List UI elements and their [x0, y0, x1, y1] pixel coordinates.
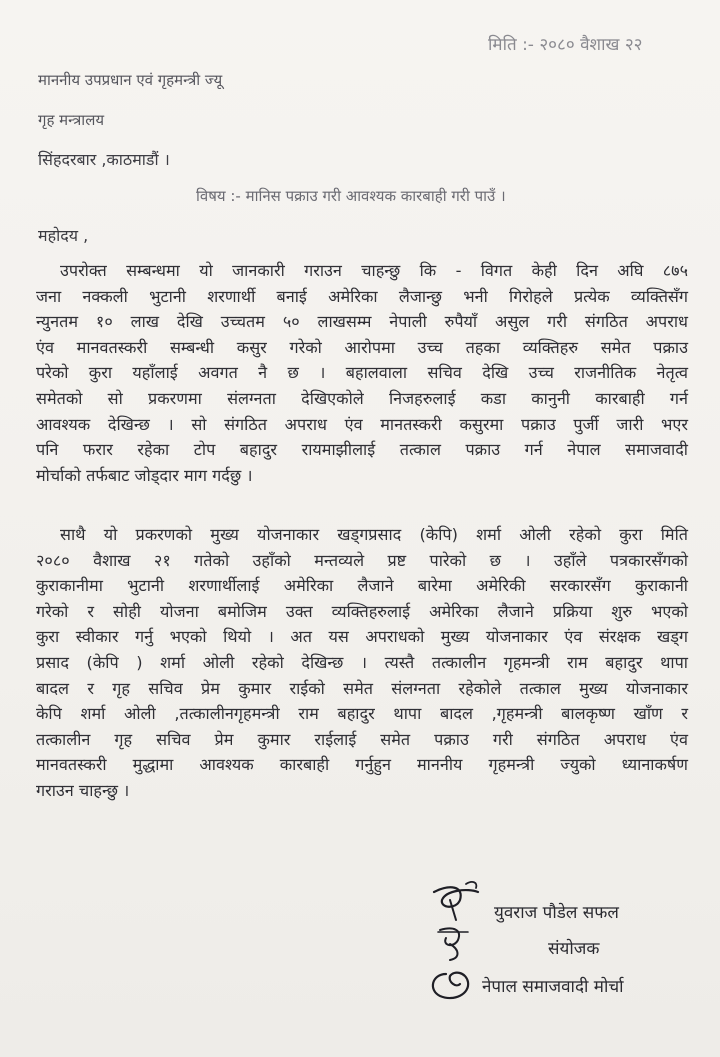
salutation: महोदय , — [38, 226, 89, 245]
paragraph-line: जना नक्कली भुटानी शरणार्थी बनाई अमेरिका लैजान्छु भनी गिरोहले प्रत्येक व्यक्तिसँग — [36, 286, 688, 306]
paragraph-line: न्युनतम १० लाख देखि उच्चतम ५० लाखसम्म नेपाली रुपैयाँ असुल गरी संगठित अपराध — [36, 312, 688, 332]
letter-date: मिति :- २०८० वैशाख २२ — [488, 35, 643, 55]
paragraph-line: एंव मानवतस्करी सम्बन्धी कसुर गरेको आरोपमा उच्च तहका व्यक्तिहरु समेत पक्राउ — [36, 337, 688, 357]
paragraph-line: साथै यो प्रकरणको मुख्य योजनाकार खड्गप्रसाद (केपि) शर्मा ओली रहेको कुरा मिति — [60, 525, 688, 544]
paragraph-line: कुराकानीमा भुटानी शरणार्थीलाई अमेरिका लैजाने बारेमा अमेरिकी सरकारसँग कुराकानी — [36, 576, 688, 596]
paragraph-line: कुरा स्वीकार गर्नु भएको थियो । अत यस अपराधको मुख्य योजनाकार एंव संरक्षक खड्ग — [36, 627, 688, 647]
paragraph-2 — [36, 522, 688, 804]
paragraph-line: गराउन चाहन्छु । — [36, 780, 130, 800]
recipient-address: सिंहदरबार ,काठमाडौं । — [38, 150, 170, 169]
signatory-organization: नेपाल समाजवादी मोर्चा — [482, 977, 624, 997]
recipient-office: गृह मन्त्रालय — [38, 111, 105, 129]
paragraph-line: आवश्यक देखिन्छ । सो संगठित अपराध एंव मानतस्करी कसुरमा पक्राउ पुर्जी जारी भएर — [36, 414, 688, 434]
recipient-title: माननीय उपप्रधान एवं गृहमन्त्री ज्यू — [38, 71, 223, 89]
handwritten-signature — [420, 878, 490, 1008]
signatory-name: युवराज पौडेल सफल — [494, 903, 619, 923]
paragraph-line: २०८० वैशाख २१ गतेको उहाँको मन्तव्यले प्रष्ट पारेको छ । उहाँले पत्रकारसँगको — [36, 550, 688, 570]
paragraph-line: तत्कालीन गृह सचिव प्रेम कुमार राईलाई समेत पक्राउ गरी संगठित अपराध एंव — [36, 729, 688, 749]
paragraph-line: परेको कुरा यहाँलाई अवगत नै छ । बहालवाला सचिव देखि उच्च राजनीतिक नेतृत्व — [36, 363, 688, 383]
paragraph-line: बादल र गृह सचिव प्रेम कुमार राईको समेत संलग्नता रहेकोले तत्काल मुख्य योजनाकार — [36, 678, 688, 698]
paragraph-line: समेतको सो प्रकरणमा संलग्नता देखिएकोले निजहरुलाई कडा कानुनी कारबाही गर्न — [36, 388, 688, 408]
paragraph-line: मानवतस्करी मुद्धामा आवश्यक कारबाही गर्नुहुन माननीय गृहमन्त्री ज्युको ध्यानाकर्षण — [36, 755, 688, 775]
letter-subject: विषय :- मानिस पक्राउ गरी आवश्यक कारबाही गरी पाउँ । — [196, 187, 506, 205]
paragraph-line: गरेको र सोही योजना बमोजिम उक्त व्यक्तिहरुलाई अमेरिका लैजाने प्रक्रिया शुरु भएको — [36, 601, 688, 621]
signatory-title: संयोजक — [548, 939, 600, 959]
paragraph-line: प्रसाद (केपि ) शर्मा ओली रहेको देखिन्छ । त्यस्तै तत्कालीन गृहमन्त्री राम बहादुर थापा — [36, 652, 688, 672]
paragraph-line: पनि फरार रहेका टोप बहादुर रायमाझीलाई तत्काल पक्राउ गर्न नेपाल समाजवादी — [36, 440, 688, 460]
paragraph-line: उपरोक्त सम्बन्धमा यो जानकारी गराउन चाहन्छु कि - विगत केही दिन अघि ८७५ — [60, 261, 688, 280]
paragraph-line: केपि शर्मा ओली ,तत्कालीनगृहमन्त्री राम बहादुर थापा बादल ,गृहमन्त्री बालकृष्ण खाँण र — [36, 704, 688, 724]
paragraph-line: मोर्चाको तर्फबाट जोड्दार माग गर्दछु । — [36, 465, 253, 485]
paragraph-1 — [36, 258, 688, 488]
signature-block — [420, 878, 680, 1008]
